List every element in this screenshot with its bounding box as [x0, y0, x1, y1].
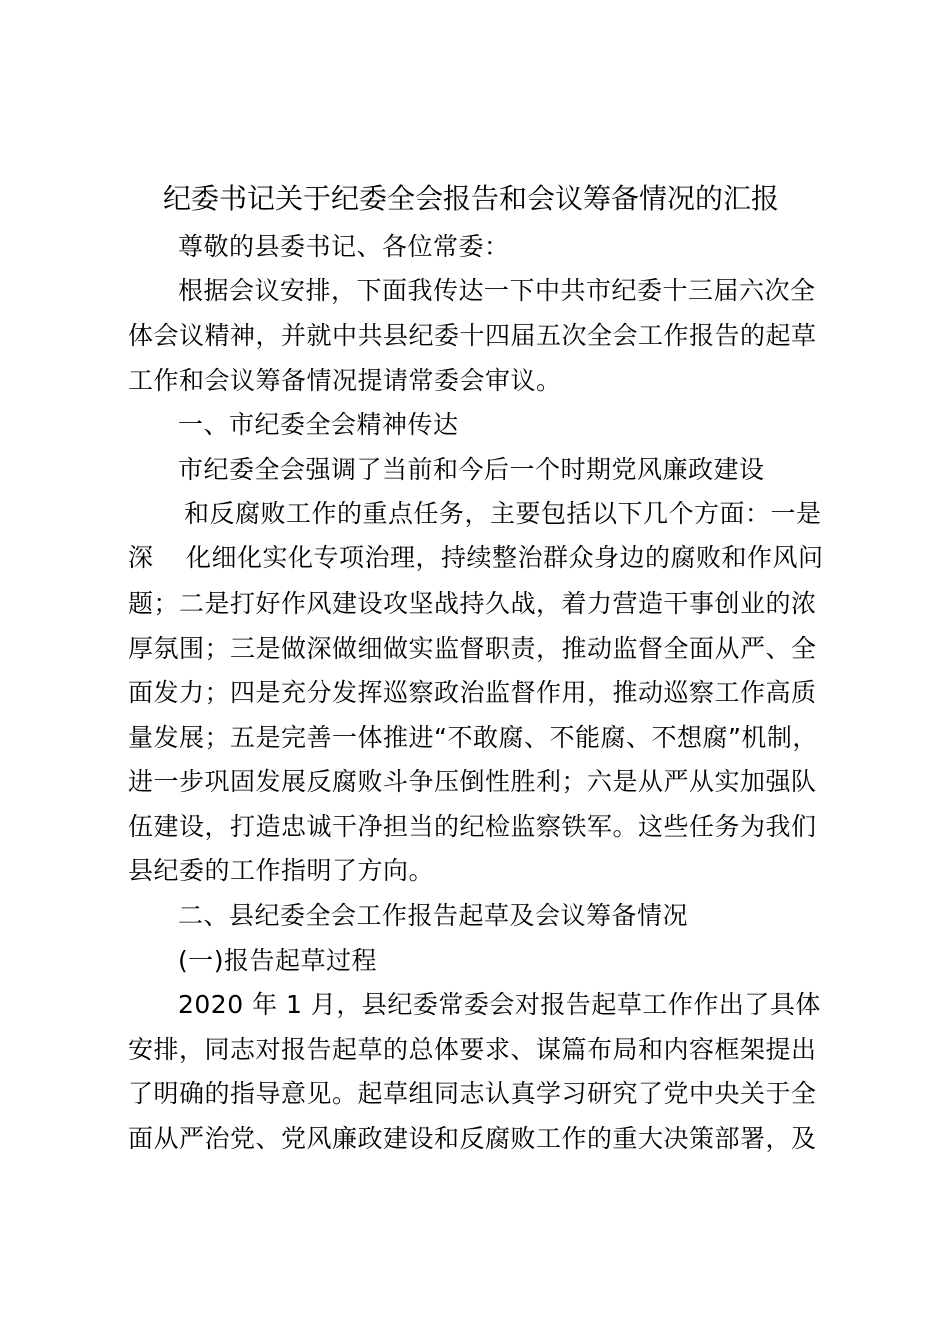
paragraph-line: 工作和会议筹备情况提请常委会审议。	[128, 366, 562, 395]
paragraph-line: 了明确的指导意见。起草组同志认真学习研究了党中央关于全	[128, 1079, 817, 1108]
section-heading: 二、县纪委全会工作报告起草及会议筹备情况	[178, 901, 689, 930]
paragraph-line: 面发力；四是充分发挥巡察政治监督作用，推动巡察工作高质	[128, 678, 817, 707]
paragraph-line: 化细化实化专项治理，持续整治群众身边的腐败和作风问	[186, 543, 824, 572]
subsection-heading: (一)报告起草过程	[178, 946, 378, 975]
paragraph-line: 伍建设，打造忠诚干净担当的纪检监察铁军。这些任务为我们	[128, 812, 817, 841]
paragraph-line: 2020 年 1 月，县纪委常委会对报告起草工作作出了具体	[178, 990, 821, 1019]
paragraph-line: 进一步巩固发展反腐败斗争压倒性胜利；六是从严从实加强队	[128, 767, 817, 796]
paragraph-line: 体会议精神，并就中共县纪委十四届五次全会工作报告的起草	[128, 321, 817, 350]
paragraph-line: 安排，同志对报告起草的总体要求、谋篇布局和内容框架提出	[128, 1035, 817, 1064]
section-heading: 一、市纪委全会精神传达	[178, 410, 459, 439]
paragraph-line: 根据会议安排，下面我传达一下中共市纪委十三届六次全	[178, 276, 816, 305]
paragraph-line: 县纪委的工作指明了方向。	[128, 856, 435, 885]
paragraph-line: 厚氛围；三是做深做细做实监督职责，推动监督全面从严、全	[128, 634, 817, 663]
paragraph-line: 量发展；五是完善一体推进“不敢腐、不能腐、不想腐”机制，	[128, 723, 818, 752]
paragraph-line: 深	[128, 543, 154, 572]
paragraph-line: 面从严治党、党风廉政建设和反腐败工作的重大决策部署，及	[128, 1124, 817, 1153]
paragraph-line: 题；二是打好作风建设攻坚战持久战，着力营造干事创业的浓	[128, 589, 817, 618]
paragraph-line: 和反腐败工作的重点任务，主要包括以下几个方面：一是	[184, 499, 822, 528]
salutation: 尊敬的县委书记、各位常委：	[178, 232, 510, 261]
paragraph-line: 市纪委全会强调了当前和今后一个时期党风廉政建设	[178, 455, 765, 484]
document-title: 纪委书记关于纪委全会报告和会议筹备情况的汇报	[163, 182, 780, 215]
